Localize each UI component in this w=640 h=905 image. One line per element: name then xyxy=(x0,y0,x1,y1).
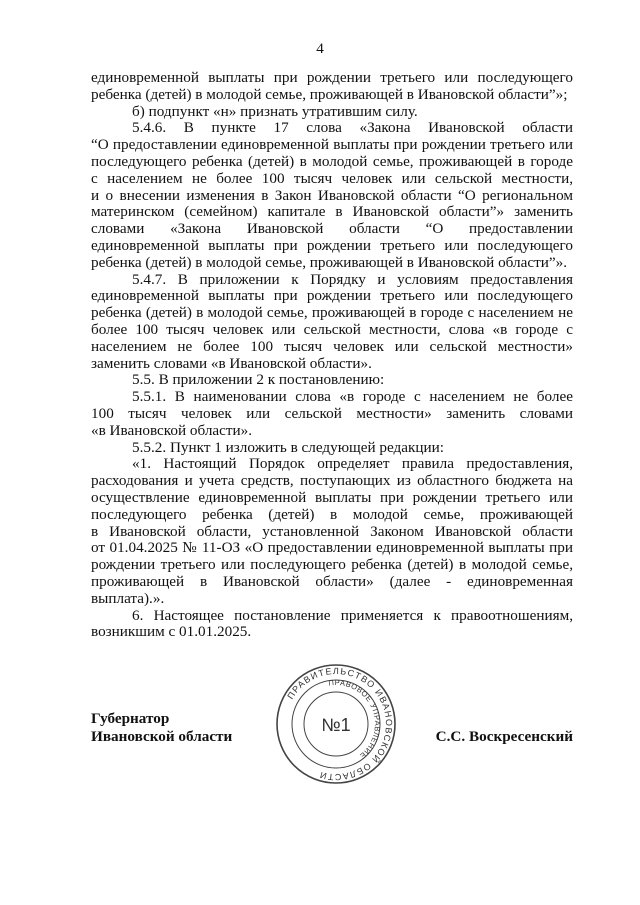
text-line: населением не более 100 тысяч человек или сельской местности» xyxy=(91,337,573,355)
text-line: осуществление единовременной выплаты при рождении третьего или xyxy=(91,488,573,506)
text-line: проживающей в Ивановской области» (далее - единовременная xyxy=(91,572,573,590)
text-line: более 100 тысяч человек или сельской местности, слова «в городе с xyxy=(91,320,573,338)
document-body xyxy=(91,70,573,641)
official-stamp xyxy=(274,662,398,786)
text-line: 5.5.1. В наименовании слова «в городе с населением не более xyxy=(132,388,573,406)
stamp-outer-text: ПРАВИТЕЛЬСТВО ИВАНОВСКОЙ ОБЛАСТИ xyxy=(285,665,395,783)
stamp-inner-text: ПРАВОВОЕ УПРАВЛЕНИЕ xyxy=(327,677,383,761)
text-line: расходования и учета средств, поступающих из областного бюджета на xyxy=(91,472,573,490)
page-number: 4 xyxy=(316,40,324,57)
text-line: с населением не более 100 тысяч человек или сельской местности, xyxy=(91,169,573,187)
text-line: от 01.04.2025 № 11-ОЗ «О предоставлении единовременной выплаты при xyxy=(91,539,573,557)
signatory-title xyxy=(91,710,232,746)
text-line: «в Ивановской области». xyxy=(91,421,253,439)
text-line: «1. Настоящий Порядок определяет правила предоставления, xyxy=(132,455,573,473)
text-line: единовременной выплаты при рождении третьего или последующего xyxy=(91,69,573,86)
text-line: словами «Закона Ивановской области “О предоставлении xyxy=(91,220,573,238)
stamp-number: №1 xyxy=(321,715,351,735)
text-line: 5.5.2. Пункт 1 изложить в следующей редакции: xyxy=(132,438,445,456)
text-line: “О предоставлении единовременной выплаты при рождении третьего или xyxy=(91,136,573,154)
text-line: последующего ребенка (детей) в молодой семье, проживающей xyxy=(91,505,573,523)
text-line: и о внесении изменения в Закон Ивановской области “О региональном xyxy=(91,186,573,204)
text-line: 100 тысяч человек или сельской местности» заменить словами xyxy=(91,404,573,422)
text-line: ребенка (детей) в молодой семье, проживающей в городе с населением не xyxy=(91,304,573,322)
text-line: материнском (семейном) капитале в Ивановской области”» заменить xyxy=(91,203,573,221)
text-line: в Ивановской области, установленной Законом Ивановской области xyxy=(91,522,573,540)
text-line: 5.4.7. В приложении к Порядку и условиям предоставления xyxy=(132,270,573,288)
text-line: единовременной выплаты при рождении третьего или последующего xyxy=(91,287,573,305)
text-line: заменить словами «в Ивановской области». xyxy=(91,354,372,372)
text-line: 5.4.6. В пункте 17 слова «Закона Ивановской области xyxy=(132,119,573,137)
text-line: 5.5. В приложении 2 к постановлению: xyxy=(132,371,385,389)
text-line: рождении третьего или последующего ребенка (детей) в молодой семье, xyxy=(91,556,573,574)
text-line: выплата).». xyxy=(91,589,165,607)
text-line: возникшим с 01.01.2025. xyxy=(91,623,252,641)
text-line: ребенка (детей) в молодой семье, проживающей в Ивановской области”». xyxy=(91,253,567,271)
signatory-title-line-2: Ивановской области xyxy=(91,728,233,745)
text-line: б) подпункт «н» признать утратившим силу. xyxy=(132,102,418,120)
text-line: ребенка (детей) в молодой семье, проживающей в Ивановской области”»; xyxy=(91,85,568,103)
text-line: последующего ребенка (детей) в молодой семье, проживающей в городе xyxy=(91,152,573,170)
text-line: 6. Настоящее постановление применяется к правоотношениям, xyxy=(132,606,573,624)
signatory-title-line-1: Губернатор xyxy=(91,710,170,727)
text-line: единовременной выплаты при рождении третьего или последующего xyxy=(91,236,573,254)
signatory-name: С.С. Воскресенский xyxy=(435,728,573,745)
